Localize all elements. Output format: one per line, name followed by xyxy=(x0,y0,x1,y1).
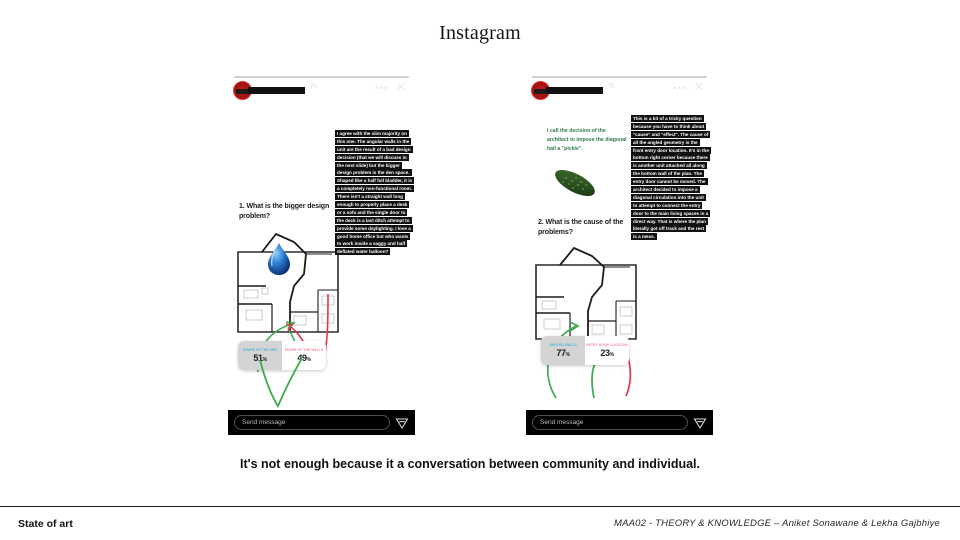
story-green-note: I call the decision of the architect to impose the diagonal hall a "pickle". xyxy=(547,128,627,153)
send-icon[interactable] xyxy=(395,416,409,430)
message-bar-1 xyxy=(228,410,415,435)
footer-divider xyxy=(0,506,960,507)
more-options-icon[interactable]: ••• xyxy=(673,83,686,93)
send-message-input[interactable] xyxy=(532,415,688,430)
poll-option-1-label: ANGLED WALLS xyxy=(549,342,577,347)
close-icon[interactable]: ✕ xyxy=(395,79,406,94)
instagram-story-screenshot-1 xyxy=(228,70,415,435)
poll-option-2-label: SHAPE OF THE WALLS xyxy=(284,347,324,352)
story-poll-2[interactable] xyxy=(541,336,629,365)
story-header xyxy=(233,80,410,102)
story-timestamp: 7h xyxy=(310,84,317,90)
send-message-input[interactable] xyxy=(234,415,390,430)
story-progress-bar xyxy=(234,76,409,78)
send-icon[interactable] xyxy=(693,416,707,430)
poll-option-2-percent: 49% xyxy=(297,353,311,364)
poll-option-2-percent: 23% xyxy=(600,348,614,359)
story-screen-2 xyxy=(526,70,713,410)
page-title: Instagram xyxy=(439,22,521,44)
story-header xyxy=(531,80,708,102)
story-annotation-text-2 xyxy=(631,115,709,241)
instagram-story-screenshot-2 xyxy=(526,70,713,435)
poll-option-1-percent: 77% xyxy=(556,348,570,359)
annotation-text-content: This is a bit of a tricky question because you have to think about "cause" and "effect". The cause of all the angled geometry is the front entry door location. It's in the bottom right corner because there is another unit attached all along the bottom wall of the plan. The entry door cannot be moved. The architect decided to impose a diagonal circulation into the unit to attempt to connect the entry door to the main living spaces in a direct way. That is where the plan literally got off track and the rest is a mess. xyxy=(633,116,709,240)
annotation-text-content: I agree with the slim majority on this one. The angular walls in the unit are the result of a bad design decision (that we will discuss in the next slide) but the bigger design problem is the den space. Shaped like a half full bladder, it is a completely non-functional room. There isn't a straight wall long enough to properly place a desk or a sofa and the single door to the deck is a last ditch attempt to provide some daylighting. I love a good home office but who wants to work inside a saggy and half deflated water balloon? xyxy=(337,131,413,255)
footer-right-label: MAA02 - THEORY & KNOWLEDGE – Aniket Sonawane & Lekha Gajbhiye xyxy=(613,518,940,529)
story-question-1: 1. What is the bigger design problem? xyxy=(239,203,330,220)
username-redacted xyxy=(546,87,603,94)
username-redacted xyxy=(248,87,305,94)
poll-option-2-label: ENTRY DOOR LOCATION xyxy=(586,342,628,347)
more-options-icon[interactable]: ••• xyxy=(375,83,388,93)
poll-option-2[interactable] xyxy=(585,336,629,365)
story-screen-1 xyxy=(228,70,415,410)
story-progress-bar xyxy=(532,76,707,78)
close-icon[interactable]: ✕ xyxy=(693,79,704,94)
slide-caption: It's not enough because it a conversation between community and individual. xyxy=(240,457,700,471)
story-annotation-text-1 xyxy=(335,130,413,256)
message-bar-2 xyxy=(526,410,713,435)
poll-annotation-arrow-1 xyxy=(242,356,332,410)
story-timestamp: 7h xyxy=(608,84,615,90)
story-question-2: 2. What is the cause of the problems? xyxy=(538,219,624,236)
footer-left-label: State of art xyxy=(18,518,73,530)
poll-option-1[interactable] xyxy=(541,336,585,365)
send-message-placeholder: Send message xyxy=(540,419,584,426)
poll-option-1-percent: 51% xyxy=(253,353,267,364)
pickle-graphic xyxy=(550,166,600,200)
poll-option-1-label: SHAPE OF THE DEN xyxy=(243,347,277,352)
send-message-placeholder: Send message xyxy=(242,419,286,426)
